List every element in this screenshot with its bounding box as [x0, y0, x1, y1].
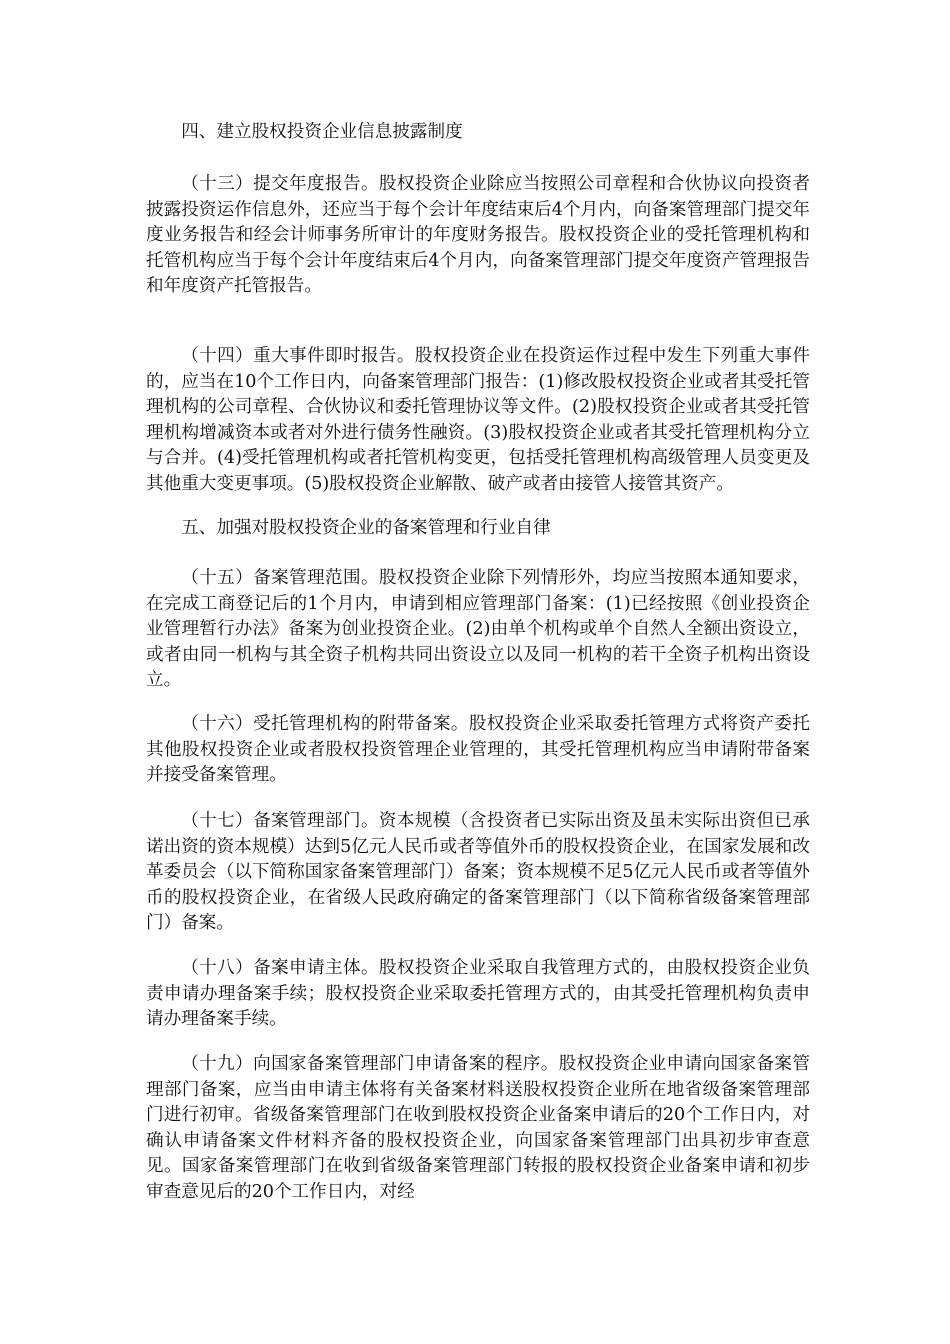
paragraph-16: （十六）受托管理机构的附带备案。股权投资企业采取委托管理方式将资产委托其他股权投资企业或者股权投资管理企业管理的，其受托管理机构应当申请附带备案并接受备案管理。 — [146, 714, 810, 786]
paragraph-15: （十五）备案管理范围。股权投资企业除下列情形外，均应当按照本通知要求，在完成工商登记后的1个月内，申请到相应管理部门备案：(1)已经按照《创业投资企业管理暂行办法》备案为创业投资企业。(2)由单个机构或单个自然人全额出资设立，或者由同一机构与其全资子机构共同出资设立以及同一机构的若干全资子机构出资设立。 — [146, 568, 810, 691]
paragraph-17: （十七）备案管理部门。资本规模（含投资者已实际出资及虽未实际出资但已承诺出资的资本规模）达到5亿元人民币或者等值外币的股权投资企业，在国家发展和改革委员会（以下简称国家备案管理部门）备案；资本规模不足5亿元人民币或者等值外币的股权投资企业，在省级人民政府确定的备案管理部门（以下简称省级备案管理部门）备案。 — [146, 811, 810, 934]
section-heading-5: 五、加强对股权投资企业的备案管理和行业自律 — [181, 518, 551, 538]
paragraph-19: （十九）向国家备案管理部门申请备案的程序。股权投资企业申请向国家备案管理部门备案，应当由申请主体将有关备案材料送股权投资企业所在地省级备案管理部门进行初审。省级备案管理部门在收到股权投资企业备案申请后的20个工作日内，对确认申请备案文件材料齐备的股权投资企业，向国家备案管理部门出具初步审查意见。国家备案管理部门在收到省级备案管理部门转报的股权投资企业备案申请和初步审查意见后的20个工作日内，对经 — [146, 1054, 810, 1202]
paragraph-18: （十八）备案申请主体。股权投资企业采取自我管理方式的，由股权投资企业负责申请办理备案手续；股权投资企业采取委托管理方式的，由其受托管理机构负责申请办理备案手续。 — [146, 958, 810, 1030]
section-heading-4: 四、建立股权投资企业信息披露制度 — [181, 122, 463, 142]
paragraph-13: （十三）提交年度报告。股权投资企业除应当按照公司章程和合伙协议向投资者披露投资运作信息外，还应当于每个会计年度结束后4个月内，向备案管理部门提交年度业务报告和经会计师事务所审计的年度财务报告。股权投资企业的受托管理机构和托管机构应当于每个会计年度结束后4个月内，向备案管理部门提交年度资产管理报告和年度资产托管报告。 — [146, 174, 810, 297]
paragraph-14: （十四）重大事件即时报告。股权投资企业在投资运作过程中发生下列重大事件的，应当在10个工作日内，向备案管理部门报告：(1)修改股权投资企业或者其受托管理机构的公司章程、合伙协议和委托管理协议等文件。(2)股权投资企业或者其受托管理机构增减资本或者对外进行债务性融资。(3)股权投资企业或者其受托管理机构分立与合并。(4)受托管理机构或者托管机构变更，包括受托管理机构高级管理人员变更及其他重大变更事项。(5)股权投资企业解散、破产或者由接管人接管其资产。 — [146, 346, 810, 494]
